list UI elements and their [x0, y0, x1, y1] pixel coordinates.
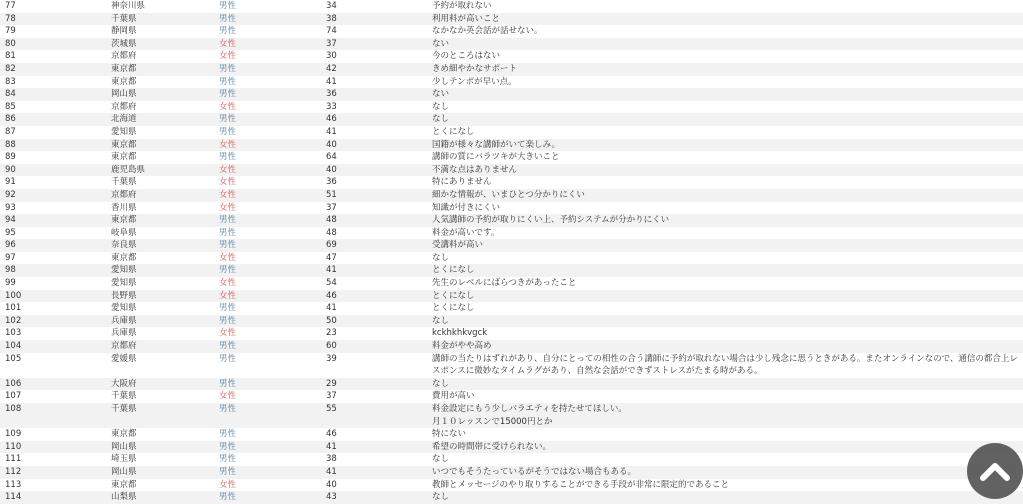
prefecture-cell: 長野県 [111, 290, 137, 301]
row-number: 114 [5, 492, 22, 503]
age-cell: 41 [326, 76, 337, 87]
comment-cell: 料金設定にもう少しバラエティを持たせてほしい。 月１０レッスンで15000円とか [432, 404, 627, 427]
comment-cell: 国籍が様々な講師がいて楽しみ。 [432, 139, 561, 150]
comment-cell: 予約が取れない [432, 1, 492, 11]
age-cell: 40 [326, 139, 337, 150]
gender-cell: 男性 [219, 1, 237, 11]
row-number: 83 [5, 76, 16, 87]
prefecture-cell: 愛媛県 [111, 353, 137, 364]
gender-cell: 男性 [219, 466, 237, 477]
row-number: 89 [5, 152, 16, 163]
age-cell: 48 [326, 227, 337, 238]
row-number: 85 [5, 101, 16, 112]
gender-cell: 男性 [219, 227, 237, 238]
age-cell: 42 [326, 63, 337, 74]
chevron-up-icon [979, 457, 1011, 485]
prefecture-cell: 愛知県 [111, 265, 137, 276]
table-row [0, 139, 1023, 152]
age-cell: 41 [326, 466, 337, 477]
row-number: 100 [5, 290, 22, 301]
prefecture-cell: 千葉県 [111, 391, 137, 402]
prefecture-cell: 北海道 [111, 114, 137, 125]
age-cell: 55 [326, 404, 337, 414]
prefecture-cell: 兵庫県 [111, 315, 137, 326]
row-number: 87 [5, 126, 16, 137]
gender-cell: 男性 [219, 265, 237, 276]
comment-cell: なし [432, 114, 450, 125]
prefecture-cell: 岡山県 [111, 89, 137, 100]
table-row [0, 214, 1023, 227]
gender-cell: 男性 [219, 152, 237, 163]
gender-cell: 女性 [219, 51, 237, 62]
comment-cell: 細かな情報が、いまひとつ分かりにくい [432, 189, 585, 200]
age-cell: 74 [326, 26, 337, 37]
comment-cell: なし [432, 492, 450, 503]
gender-cell: 女性 [219, 189, 237, 200]
row-number: 93 [5, 202, 16, 213]
gender-cell: 男性 [219, 76, 237, 87]
age-cell: 69 [326, 240, 337, 251]
table-row [0, 88, 1023, 101]
age-cell: 51 [326, 189, 337, 200]
row-number: 104 [5, 341, 22, 352]
age-cell: 37 [326, 38, 337, 49]
table-row [0, 151, 1023, 164]
age-cell: 33 [326, 101, 337, 112]
age-cell: 64 [326, 152, 337, 163]
row-number: 91 [5, 177, 16, 188]
prefecture-cell: 鹿児島県 [111, 164, 146, 175]
gender-cell: 男性 [219, 315, 237, 326]
prefecture-cell: 愛知県 [111, 126, 137, 137]
comment-cell: 利用料が高いこと [432, 13, 501, 24]
table-row [0, 302, 1023, 315]
table-row [0, 479, 1023, 492]
age-cell: 41 [326, 441, 337, 452]
comment-cell: 不満な点はありません [432, 164, 518, 175]
comment-cell: なし [432, 378, 450, 389]
gender-cell: 女性 [219, 101, 237, 112]
age-cell: 38 [326, 454, 337, 465]
gender-cell: 男性 [219, 492, 237, 503]
row-number: 90 [5, 164, 16, 175]
row-number: 105 [5, 353, 22, 364]
table-row [0, 0, 1023, 13]
prefecture-cell: 奈良県 [111, 240, 137, 251]
gender-cell: 男性 [219, 26, 237, 37]
row-number: 84 [5, 89, 16, 100]
row-number: 78 [5, 13, 16, 24]
comment-cell: 知識が付きにくい [432, 202, 501, 213]
row-number: 101 [5, 303, 22, 314]
age-cell: 46 [326, 429, 337, 440]
age-cell: 43 [326, 492, 337, 503]
comment-cell: 受講料が高い [432, 240, 484, 251]
table-row [0, 390, 1023, 403]
comment-cell: 今のところはない [432, 51, 501, 62]
age-cell: 41 [326, 303, 337, 314]
table-row [0, 239, 1023, 252]
table-row [0, 340, 1023, 353]
table-row [0, 403, 1023, 428]
prefecture-cell: 岡山県 [111, 441, 137, 452]
gender-cell: 女性 [219, 164, 237, 175]
prefecture-cell: 東京都 [111, 63, 137, 74]
row-number: 97 [5, 252, 16, 263]
age-cell: 40 [326, 479, 337, 490]
table-row [0, 25, 1023, 38]
gender-cell: 男性 [219, 353, 237, 364]
prefecture-cell: 香川県 [111, 202, 137, 213]
comment-cell: きめ細やかなサポート [432, 63, 518, 74]
comment-cell: とくになし [432, 303, 475, 314]
age-cell: 38 [326, 13, 337, 24]
age-cell: 54 [326, 278, 337, 289]
row-number: 102 [5, 315, 22, 326]
row-number: 82 [5, 63, 16, 74]
row-number: 80 [5, 38, 16, 49]
row-number: 113 [5, 479, 22, 490]
age-cell: 60 [326, 341, 337, 352]
table-row [0, 189, 1023, 202]
prefecture-cell: 東京都 [111, 479, 137, 490]
prefecture-cell: 京都府 [111, 341, 137, 352]
prefecture-cell: 愛知県 [111, 278, 137, 289]
table-row [0, 63, 1023, 76]
scroll-to-top-button[interactable] [967, 443, 1023, 499]
gender-cell: 男性 [219, 240, 237, 251]
prefecture-cell: 千葉県 [111, 177, 137, 188]
prefecture-cell: 岡山県 [111, 466, 137, 477]
prefecture-cell: 京都府 [111, 189, 137, 200]
comment-cell: 料金が高いです。 [432, 227, 500, 238]
prefecture-cell: 兵庫県 [111, 328, 137, 339]
comment-cell: 先生のレベルにばらつきがあったこと [432, 278, 577, 289]
age-cell: 23 [326, 328, 337, 339]
row-number: 88 [5, 139, 16, 150]
age-cell: 29 [326, 378, 337, 389]
gender-cell: 男性 [219, 114, 237, 125]
comment-cell: ない [432, 89, 450, 100]
prefecture-cell: 京都府 [111, 51, 137, 62]
gender-cell: 男性 [219, 63, 237, 74]
row-number: 107 [5, 391, 22, 402]
comment-cell: ない [432, 38, 450, 49]
gender-cell: 男性 [219, 126, 237, 137]
gender-cell: 男性 [219, 215, 237, 226]
row-number: 96 [5, 240, 16, 251]
gender-cell: 女性 [219, 252, 237, 263]
age-cell: 36 [326, 177, 337, 188]
row-number: 112 [5, 466, 22, 477]
gender-cell: 男性 [219, 341, 237, 352]
prefecture-cell: 千葉県 [111, 404, 137, 414]
gender-cell: 女性 [219, 290, 237, 301]
row-number: 109 [5, 429, 22, 440]
table-row [0, 176, 1023, 189]
gender-cell: 女性 [219, 177, 237, 188]
gender-cell: 男性 [219, 13, 237, 24]
table-row [0, 164, 1023, 177]
table-row [0, 290, 1023, 303]
row-number: 92 [5, 189, 16, 200]
table-row [0, 378, 1023, 391]
prefecture-cell: 愛知県 [111, 303, 137, 314]
prefecture-cell: 茨城県 [111, 38, 137, 49]
table-row [0, 466, 1023, 479]
table-row [0, 113, 1023, 126]
comment-cell: 講師の質にバラツキが大きいこと [432, 152, 560, 163]
comment-cell: なし [432, 252, 450, 263]
row-number: 86 [5, 114, 16, 125]
table-row [0, 13, 1023, 26]
table-row [0, 76, 1023, 89]
prefecture-cell: 岐阜県 [111, 227, 137, 238]
gender-cell: 男性 [219, 89, 237, 100]
table-row [0, 126, 1023, 139]
row-number: 103 [5, 328, 22, 339]
table-row [0, 327, 1023, 340]
prefecture-cell: 東京都 [111, 252, 137, 263]
prefecture-cell: 東京都 [111, 76, 137, 87]
comment-cell: いつでもそうたっているがそうではない場合もある。 [432, 466, 637, 477]
table-row [0, 441, 1023, 454]
gender-cell: 男性 [219, 303, 237, 314]
prefecture-cell: 東京都 [111, 152, 137, 163]
age-cell: 39 [326, 353, 337, 364]
age-cell: 40 [326, 164, 337, 175]
comment-cell: 特にない [432, 429, 467, 440]
prefecture-cell: 静岡県 [111, 26, 137, 37]
gender-cell: 男性 [219, 454, 237, 465]
row-number: 77 [5, 1, 16, 11]
table-row [0, 428, 1023, 441]
age-cell: 34 [326, 1, 337, 11]
table-row [0, 315, 1023, 328]
age-cell: 41 [326, 265, 337, 276]
row-number: 106 [5, 378, 22, 389]
prefecture-cell: 東京都 [111, 215, 137, 226]
comment-cell: なし [432, 315, 450, 326]
table-row [0, 50, 1023, 63]
age-cell: 37 [326, 202, 337, 213]
row-number: 94 [5, 215, 16, 226]
gender-cell: 男性 [219, 429, 237, 440]
table-row [0, 38, 1023, 51]
row-number: 79 [5, 26, 16, 37]
comment-cell: とくになし [432, 126, 475, 137]
row-number: 81 [5, 51, 16, 62]
comment-cell: 講師の当たりはずれがあり、自分にとっての相性の合う講師に予約が取れない場合は少し残念に思うときがある。またオンラインなので、通信の都合上レスポンスに微妙なタイムラグがあり、自然な会話ができずストレスがたまる時がある。 [432, 353, 1018, 377]
gender-cell: 女性 [219, 278, 237, 289]
age-cell: 36 [326, 89, 337, 100]
row-number: 108 [5, 404, 22, 414]
age-cell: 46 [326, 114, 337, 125]
gender-cell: 女性 [219, 479, 237, 490]
table-row [0, 202, 1023, 215]
prefecture-cell: 大阪府 [111, 378, 137, 389]
gender-cell: 女性 [219, 139, 237, 150]
age-cell: 47 [326, 252, 337, 263]
table-row [0, 264, 1023, 277]
age-cell: 48 [326, 215, 337, 226]
table-row [0, 101, 1023, 114]
comment-cell: 特にありません [432, 177, 492, 188]
gender-cell: 女性 [219, 38, 237, 49]
age-cell: 50 [326, 315, 337, 326]
comment-cell: 少しテンポが早い点。 [432, 76, 517, 87]
comment-cell: なし [432, 454, 450, 465]
age-cell: 37 [326, 391, 337, 402]
prefecture-cell: 京都府 [111, 101, 137, 112]
comment-cell: 希望の時間帯に受けられない。 [432, 441, 552, 452]
table-row [0, 277, 1023, 290]
gender-cell: 女性 [219, 328, 237, 339]
comment-cell: 人気講師の予約が取りにくい上、予約システムが分かりにくい [432, 215, 670, 226]
prefecture-cell: 神奈川県 [111, 1, 146, 11]
prefecture-cell: 埼玉県 [111, 454, 137, 465]
gender-cell: 男性 [219, 404, 237, 414]
row-number: 99 [5, 278, 16, 289]
comment-cell: kckhkhkvgck [432, 328, 488, 339]
gender-cell: 男性 [219, 441, 237, 452]
gender-cell: 男性 [219, 378, 237, 389]
comment-cell: 教師とメッセージのやり取りすることができる手段が非常に限定的であること [432, 479, 729, 490]
comment-cell: なかなか英会話が話せない。 [432, 26, 543, 37]
comment-cell: 費用が高い [432, 391, 475, 402]
comment-cell: なし [432, 101, 450, 112]
table-row [0, 453, 1023, 466]
row-number: 110 [5, 441, 22, 452]
row-number: 111 [5, 454, 22, 465]
comment-cell: 料金がやや高め [432, 341, 492, 352]
prefecture-cell: 山梨県 [111, 492, 137, 503]
comment-cell: とくになし [432, 290, 475, 301]
table-row [0, 252, 1023, 265]
age-cell: 30 [326, 51, 337, 62]
row-number: 98 [5, 265, 16, 276]
prefecture-cell: 東京都 [111, 139, 137, 150]
comment-cell: とくになし [432, 265, 475, 276]
prefecture-cell: 東京都 [111, 429, 137, 440]
row-number: 95 [5, 227, 16, 238]
gender-cell: 女性 [219, 391, 237, 402]
age-cell: 46 [326, 290, 337, 301]
table-row [0, 227, 1023, 240]
table-row [0, 491, 1023, 504]
gender-cell: 女性 [219, 202, 237, 213]
prefecture-cell: 千葉県 [111, 13, 137, 24]
age-cell: 41 [326, 126, 337, 137]
table-row [0, 353, 1023, 378]
